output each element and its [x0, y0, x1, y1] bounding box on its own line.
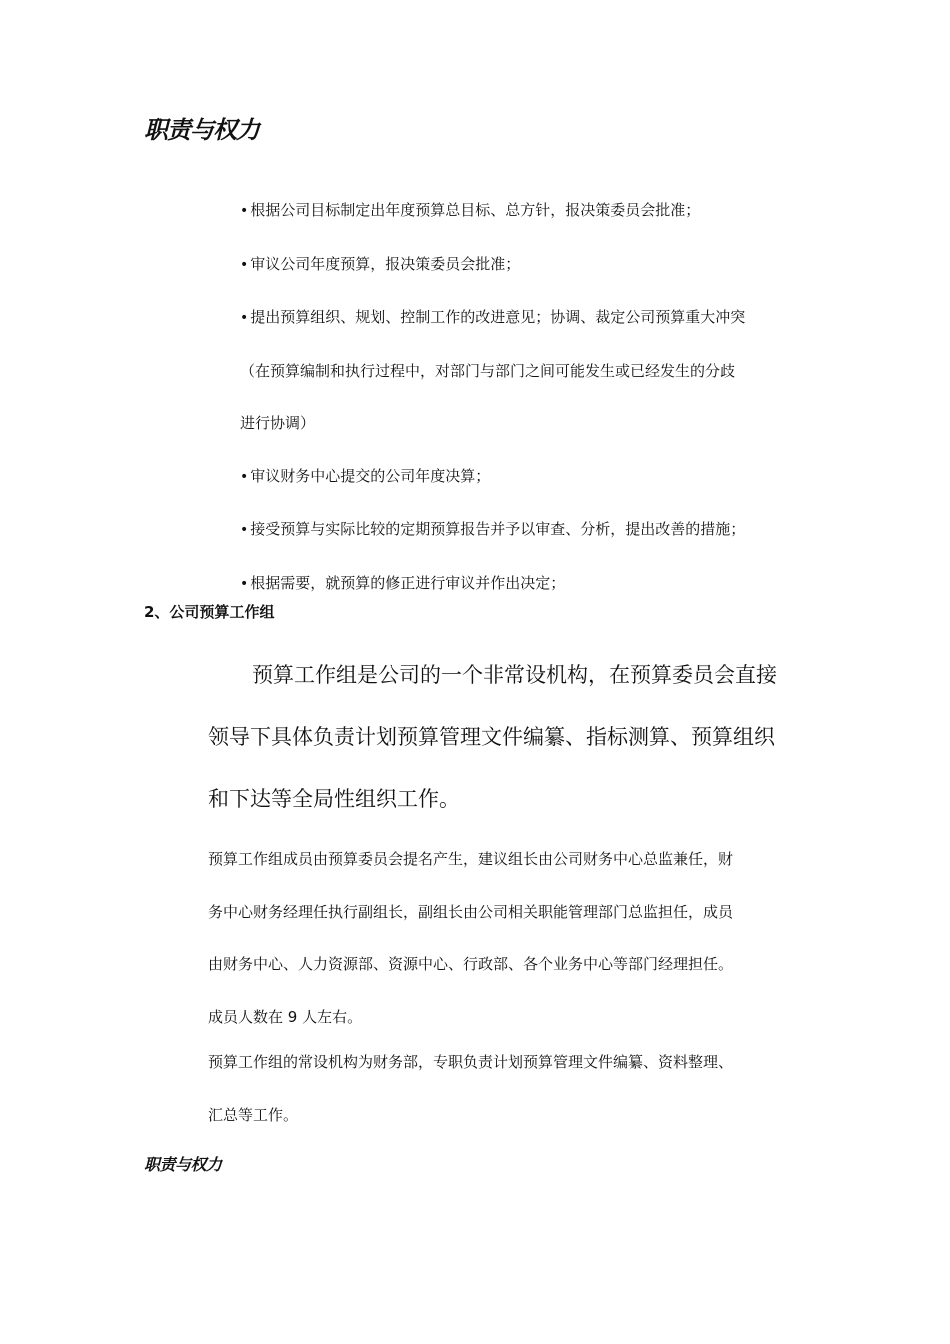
duties-list — [240, 184, 810, 610]
bullet-icon: • — [240, 203, 249, 219]
paragraph-line: 预算工作组成员由预算委员会提名产生，建议组长由公司财务中心总监兼任，财 — [208, 850, 734, 868]
bullet-icon: • — [240, 575, 249, 592]
paragraph-line: 由财务中心、人力资源部、资源中心、行政部、各个业务中心等部门经理担任。 — [208, 955, 734, 973]
list-item: • 根据公司目标制定出年度预算总目标、总方针，报决策委员会批准； — [240, 201, 701, 219]
paragraph-line: 汇总等工作。 — [208, 1105, 299, 1124]
list-item-continuation: 进行协调） — [240, 414, 316, 432]
bullet-icon: • — [240, 522, 249, 538]
list-item: • 审议财务中心提交的公司年度决算； — [240, 466, 491, 485]
list-item: • 审议公司年度预算，报决策委员会批准； — [240, 254, 521, 273]
paragraph-line: 预算工作组是公司的一个非常设机构，在预算委员会直接 — [252, 663, 777, 687]
paragraph-line: 和下达等全局性组织工作。 — [208, 787, 460, 811]
members-paragraph — [208, 833, 818, 1043]
bullet-icon: • — [240, 310, 249, 326]
office-paragraph — [208, 1036, 818, 1141]
list-item: • 根据需要，就预算的修正进行审议并作出决定； — [240, 573, 566, 592]
section-heading-duties-2: 职责与权力 — [144, 1155, 222, 1174]
paragraph-line: 成员人数在 9 人左右。 — [208, 1007, 363, 1026]
list-item: • 提出预算组织、规划、控制工作的改进意见；协调、裁定公司预算重大冲突 — [240, 308, 746, 326]
bullet-icon: • — [240, 468, 249, 485]
paragraph-line: 务中心财务经理任执行副组长，副组长由公司相关职能管理部门总监担任，成员 — [208, 902, 734, 921]
paragraph-line: 领导下具体负责计划预算管理文件编纂、指标测算、预算组织 — [208, 725, 775, 749]
paragraph-line: 预算工作组的常设机构为财务部，专职负责计划预算管理文件编纂、资料整理、 — [208, 1053, 734, 1071]
list-item-continuation: （在预算编制和执行过程中，对部门与部门之间可能发生或已经发生的分歧 — [240, 361, 736, 380]
subheading-budget-working-group: 2、公司预算工作组 — [144, 603, 275, 621]
intro-paragraph — [208, 644, 818, 830]
bullet-icon: • — [240, 256, 249, 273]
section-heading-duties: 职责与权力 — [144, 116, 259, 144]
list-item: • 接受预算与实际比较的定期预算报告并予以审查、分析，提出改善的措施； — [240, 520, 746, 538]
